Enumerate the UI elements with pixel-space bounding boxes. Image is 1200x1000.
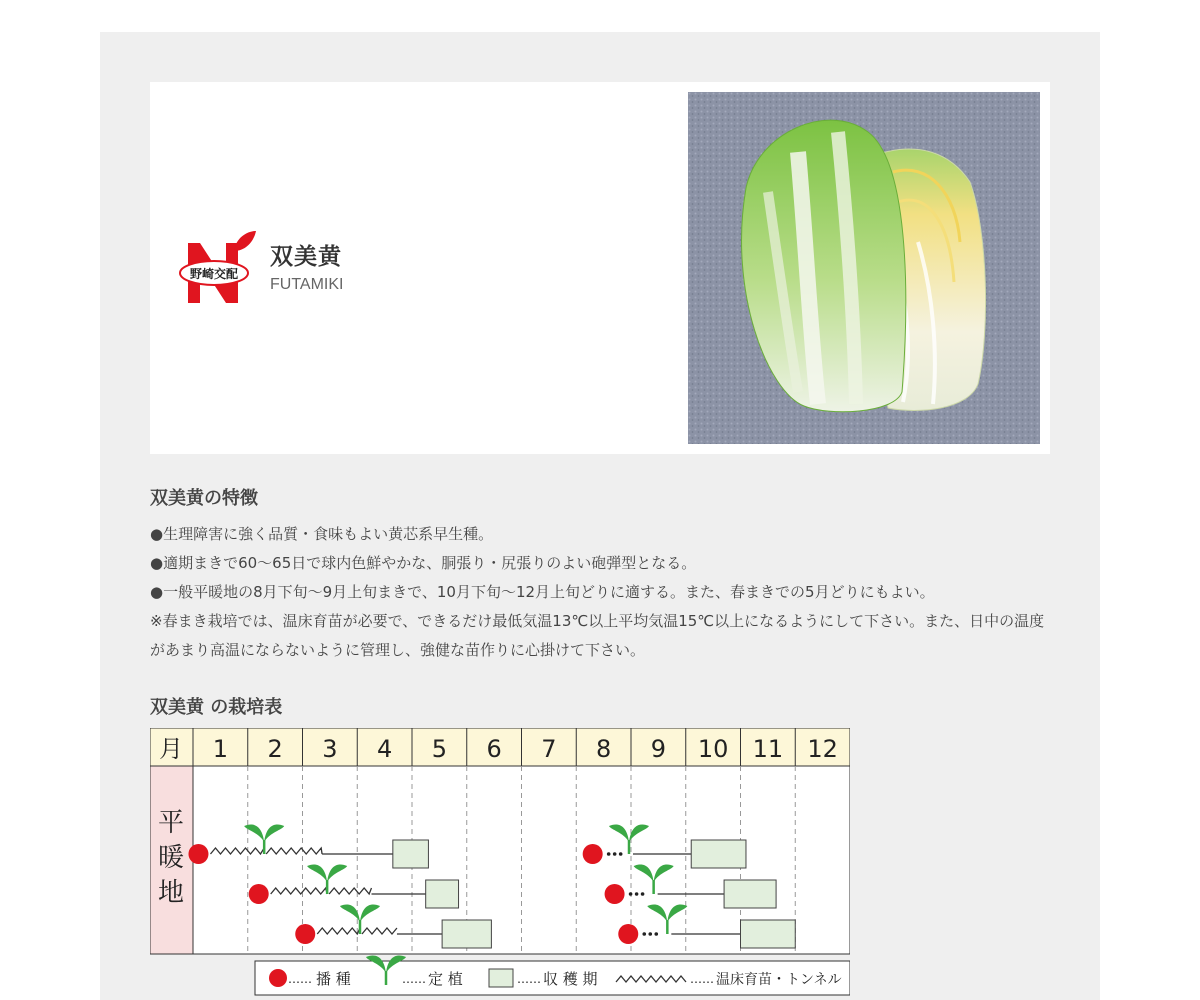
legend-harvest-icon — [489, 969, 513, 987]
brand-logo — [178, 229, 258, 309]
legend-sow-icon — [269, 969, 287, 987]
harvest-period-bar — [393, 840, 429, 868]
feature-line: ●生理障害に強く品質・食味もよい黄芯系早生種。 — [150, 525, 494, 543]
month-tick-label: 2 — [267, 735, 283, 763]
product-header — [150, 82, 1050, 454]
product-roman-name: FUTAMIKI — [270, 276, 344, 293]
sowing-dot — [295, 924, 315, 944]
legend-dots: …… — [517, 972, 541, 986]
harvest-period-bar — [442, 920, 491, 948]
month-tick-label: 10 — [697, 735, 729, 763]
legend-sow-label: 播 種 — [316, 970, 351, 988]
nursery-dot — [607, 852, 611, 856]
content-panel — [100, 32, 1100, 1000]
harvest-period-bar — [691, 840, 746, 868]
legend-transplant-label: 定 植 — [428, 970, 463, 988]
month-tick-label: 5 — [431, 735, 448, 763]
harvest-period-bar — [724, 880, 776, 908]
month-tick-label: 12 — [807, 735, 838, 763]
nursery-dot — [642, 932, 646, 936]
legend-harvest-label: 収 穫 期 — [543, 970, 598, 988]
month-tick-label: 6 — [486, 735, 502, 763]
legend-dots: …… — [402, 972, 426, 986]
feature-line: ●適期まきで60〜65日で球内色鮮やかな、胴張り・尻張りのよい砲弾型となる。 — [150, 554, 697, 572]
feature-note: ※春まき栽培では、温床育苗が必要で、できるだけ最低気温13℃以上平均気温15℃以上になるようにして下さい。また、日中の温度があまり高温にならないように管理し、強健な苗作りに心掛けて下さい。 — [150, 612, 1045, 659]
harvest-period-bar — [741, 920, 796, 948]
nursery-dot — [654, 932, 658, 936]
product-name: 双美黄 — [270, 244, 342, 270]
month-tick-label: 7 — [541, 735, 557, 763]
nursery-dot — [613, 852, 617, 856]
nursery-dot — [635, 892, 639, 896]
legend-dots: …… — [690, 972, 714, 986]
month-label: 月 — [159, 735, 183, 763]
legend-tunnel-label: 温床育苗・トンネル — [716, 972, 842, 988]
month-tick-label: 1 — [212, 735, 229, 763]
logo-text: 野崎交配 — [189, 267, 239, 281]
sowing-dot — [605, 884, 625, 904]
nursery-dot — [641, 892, 645, 896]
month-tick-label: 4 — [376, 735, 393, 763]
month-tick-label: 9 — [650, 735, 667, 763]
harvest-period-bar — [426, 880, 459, 908]
legend-dots: …… — [288, 972, 312, 986]
month-tick-label: 11 — [752, 735, 784, 763]
nursery-dot — [629, 892, 633, 896]
cabbage-photo — [688, 92, 1040, 444]
region-label: 地 — [157, 878, 185, 908]
sowing-dot — [249, 884, 269, 904]
region-label: 平 — [157, 808, 185, 838]
nursery-dot — [648, 932, 652, 936]
sowing-dot — [618, 924, 638, 944]
feature-line: ●一般平暖地の8月下旬〜9月上旬まきで、10月下旬〜12月上旬どりに適する。また、春まきでの5月どりにもよい。 — [150, 583, 935, 601]
month-tick-label: 8 — [595, 735, 612, 763]
features-title: 双美黄の特徴 — [150, 488, 258, 509]
sowing-dot — [188, 844, 208, 864]
features-list — [150, 520, 1050, 665]
schedule-title: 双美黄 の栽培表 — [150, 697, 283, 718]
region-label: 暖 — [157, 843, 185, 873]
month-tick-label: 3 — [322, 735, 338, 763]
sowing-dot — [583, 844, 603, 864]
cultivation-chart — [150, 728, 850, 1000]
nursery-dot — [619, 852, 623, 856]
